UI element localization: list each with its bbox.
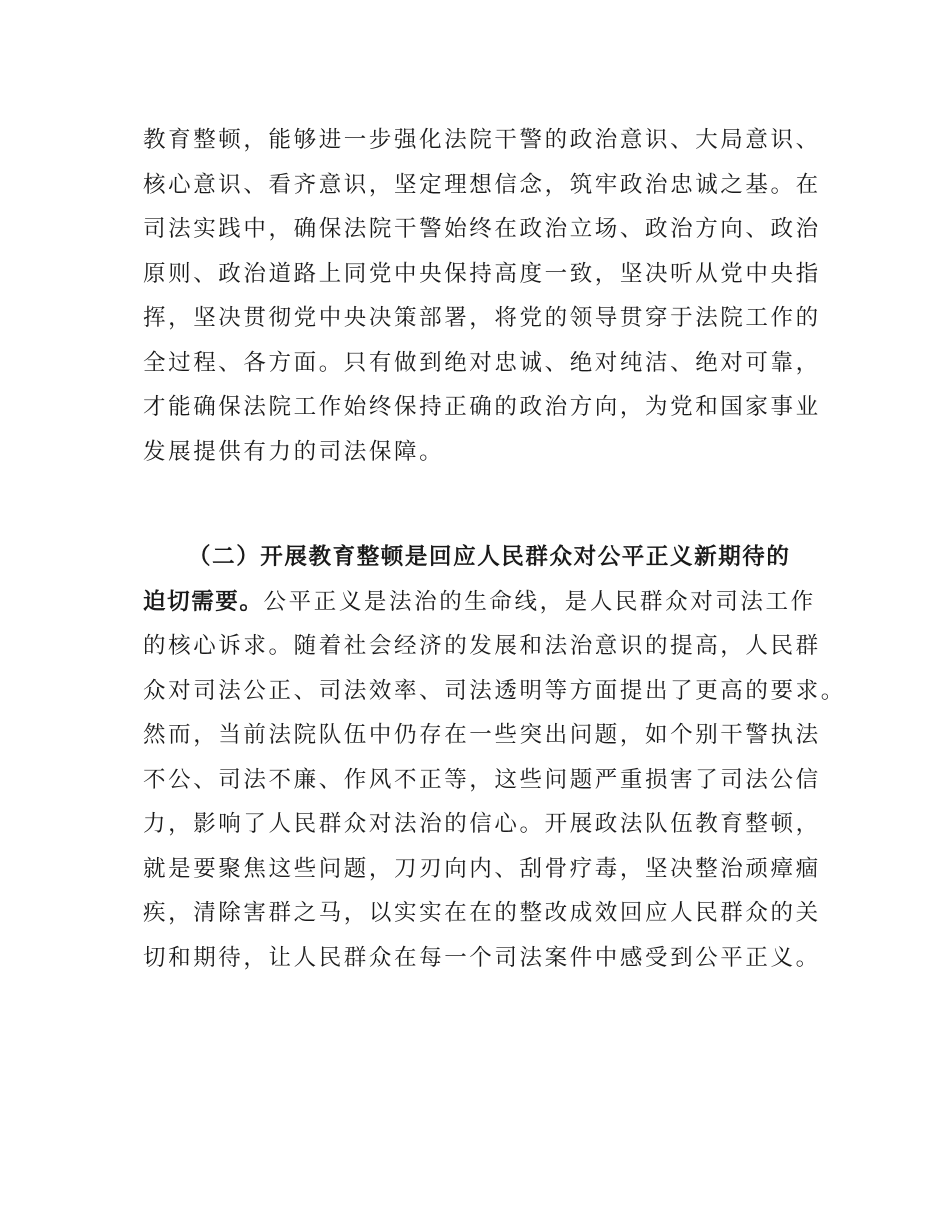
text-line: 不公、司法不廉、作风不正等，这些问题严重损害了司法公信 xyxy=(143,766,821,793)
text-line: 才能确保法院工作始终保持正确的政治方向，为党和国家事业 xyxy=(143,394,821,420)
text-line: 司法实践中，确保法院干警始终在政治立场、政治方向、政治 xyxy=(143,216,821,242)
text-line: 挥，坚决贯彻党中央决策部署，将党的领导贯穿于法院工作的 xyxy=(143,305,821,331)
text-line: 疾，清除害群之马，以实实在在的整改成效回应人民群众的关 xyxy=(143,900,821,926)
text-line: 切和期待，让人民群众在每一个司法案件中感受到公平正义。 xyxy=(143,944,821,971)
text-line: 教育整顿，能够进一步强化法院干警的政治意识、大局意识、 xyxy=(143,127,821,153)
text-line-rest: 公平正义是法治的生命线，是人民群众对司法工作 xyxy=(263,588,816,615)
text-line: 力，影响了人民群众对法治的信心。开展政法队伍教育整顿， xyxy=(143,811,821,837)
section-heading: （二）开展教育整顿是回应人民群众对公平正义新期待的 xyxy=(188,544,791,570)
text-line: 的核心诉求。随着社会经济的发展和法治意识的提高，人民群 xyxy=(143,633,821,659)
text-line: 就是要聚焦这些问题，刀刃向内、刮骨疗毒，坚决整治顽瘴痼 xyxy=(143,855,821,882)
section-heading-continued: 迫切需要。 xyxy=(143,588,264,615)
text-line: 然而，当前法院队伍中仍存在一些突出问题，如个别干警执法 xyxy=(143,722,821,748)
text-line: 全过程、各方面。只有做到绝对忠诚、绝对纯洁、绝对可靠， xyxy=(143,349,821,376)
text-line xyxy=(143,580,843,625)
paragraph-political-loyalty xyxy=(143,118,843,474)
text-line: 发展提供有力的司法保障。 xyxy=(143,438,445,465)
text-line: 核心意识、看齐意识，坚定理想信念，筑牢政治忠诚之基。在 xyxy=(143,171,821,198)
text-line: 原则、政治道路上同党中央保持高度一致，坚决听从党中央指 xyxy=(143,260,821,287)
paragraph-fairness-justice xyxy=(143,535,846,980)
text-line: 众对司法公正、司法效率、司法透明等方面提出了更高的要求。 xyxy=(143,677,846,704)
